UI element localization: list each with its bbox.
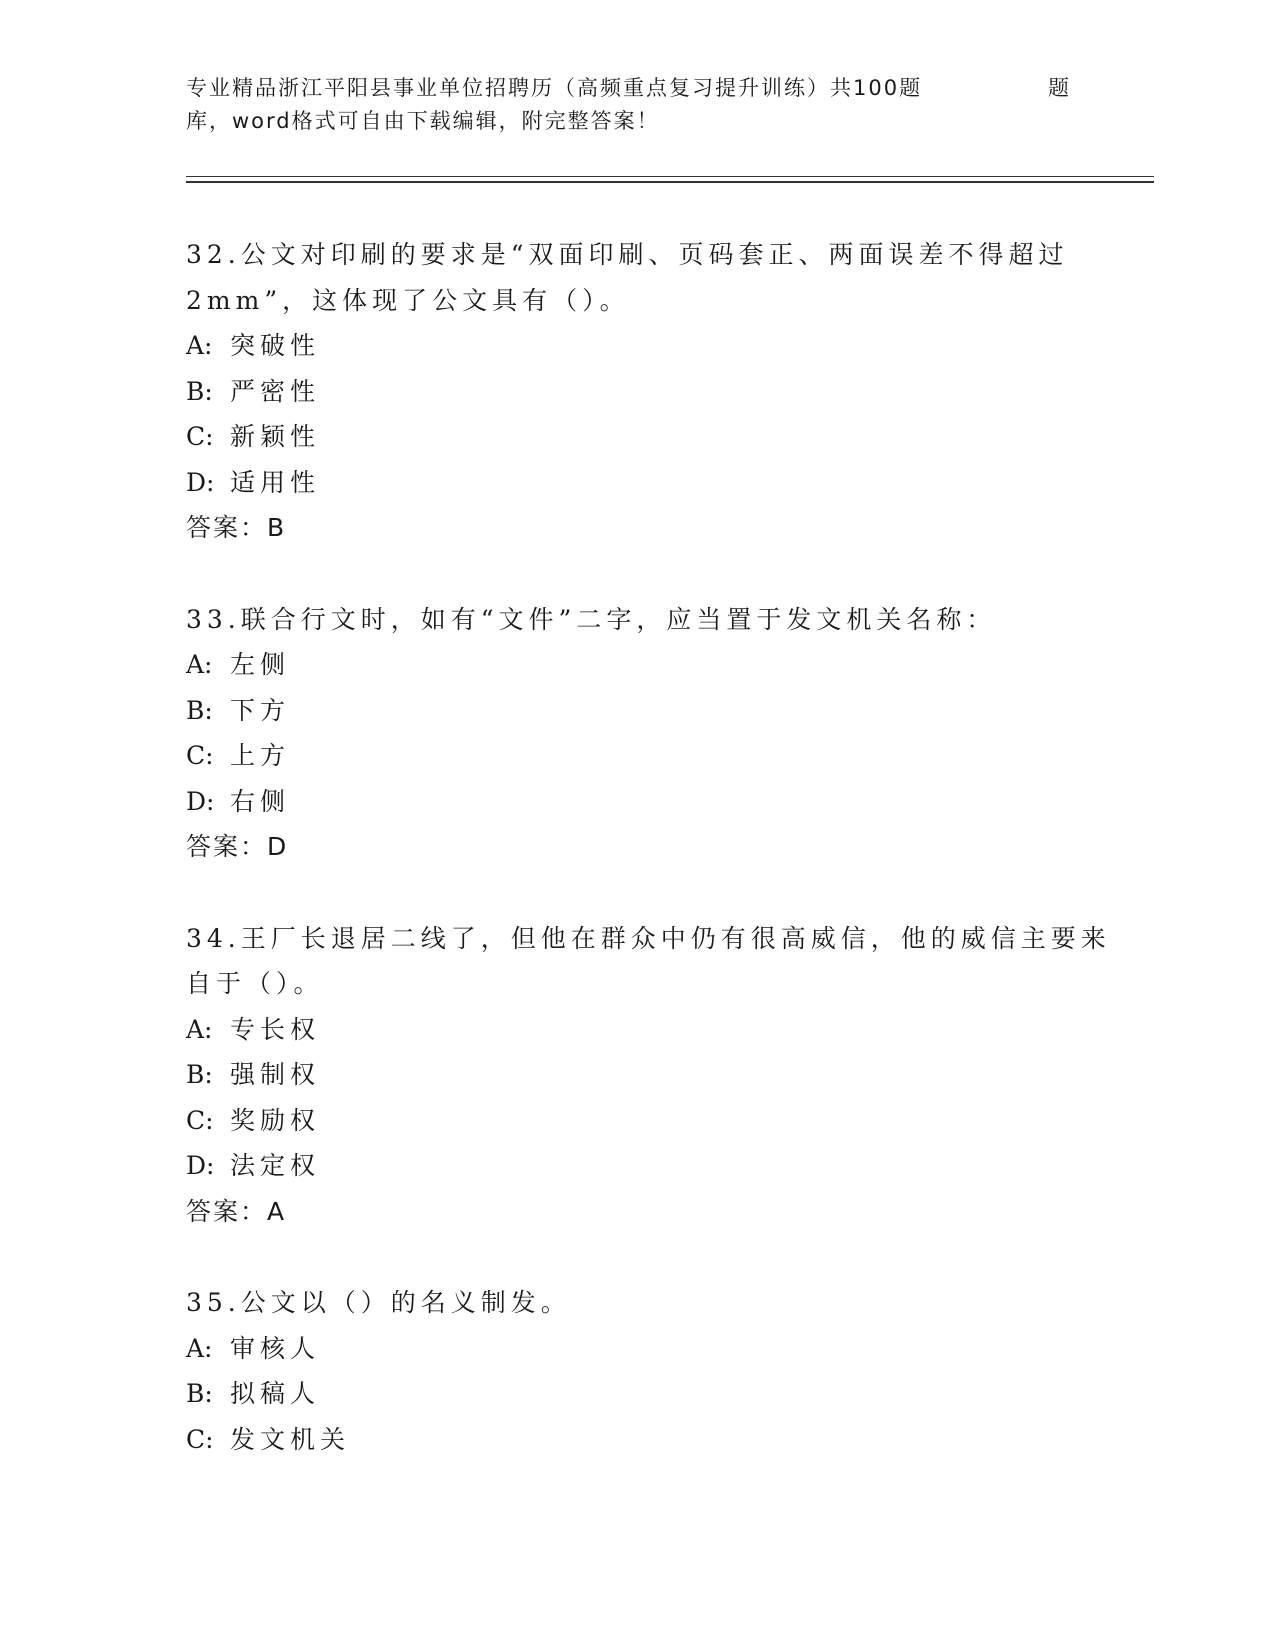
option-key: A: bbox=[186, 331, 213, 360]
option-text: 拟稿人 bbox=[230, 1379, 321, 1408]
option-text: 上方 bbox=[230, 741, 291, 770]
option-text: 突破性 bbox=[230, 331, 321, 360]
header-line-1: 专业精品浙江平阳县事业单位招聘历（高频重点复习提升训练）共100题 bbox=[186, 76, 923, 100]
option-b bbox=[186, 1371, 1086, 1417]
question-32 bbox=[186, 232, 1086, 551]
option-a bbox=[186, 1007, 1086, 1053]
option-a bbox=[186, 323, 1086, 369]
option-key: C: bbox=[186, 1424, 214, 1454]
option-text: 审核人 bbox=[230, 1333, 321, 1363]
option-text: 左侧 bbox=[230, 650, 291, 679]
question-list bbox=[186, 232, 1111, 1462]
answer-line: 答案：B bbox=[186, 513, 287, 542]
question-33 bbox=[186, 597, 1086, 870]
option-text: 发文机关 bbox=[230, 1424, 351, 1454]
option-key: B: bbox=[186, 1379, 213, 1408]
option-d bbox=[186, 460, 1086, 506]
option-b bbox=[186, 369, 1086, 415]
option-d bbox=[186, 1143, 1086, 1189]
answer-line: 答案：A bbox=[186, 1196, 287, 1226]
option-key: C: bbox=[186, 422, 214, 451]
header-right-tag: 题 bbox=[1048, 76, 1071, 100]
answer-line: 答案：D bbox=[186, 832, 289, 861]
header-divider-thick bbox=[186, 181, 1154, 183]
question-35 bbox=[186, 1280, 1086, 1462]
option-text: 专长权 bbox=[230, 1014, 321, 1044]
header-line-2: 库，word格式可自由下载编辑，附完整答案！ bbox=[186, 109, 660, 133]
option-a bbox=[186, 1326, 1086, 1372]
option-key: C: bbox=[186, 741, 214, 770]
option-key: D: bbox=[186, 467, 215, 497]
option-text: 严密性 bbox=[230, 376, 321, 406]
option-text: 奖励权 bbox=[230, 1105, 321, 1135]
option-b bbox=[186, 1052, 1086, 1098]
option-text: 强制权 bbox=[230, 1060, 321, 1089]
option-key: D: bbox=[186, 786, 215, 816]
question-text: 34.王厂长退居二线了，但他在群众中仍有很高威信，他的威信主要来 bbox=[186, 923, 1111, 953]
question-34 bbox=[186, 916, 1111, 1235]
option-key: A: bbox=[186, 650, 213, 679]
option-key: B: bbox=[186, 695, 213, 725]
option-c bbox=[186, 1417, 1086, 1463]
option-text: 新颖性 bbox=[230, 422, 321, 451]
option-key: A: bbox=[186, 1333, 213, 1363]
option-key: C: bbox=[186, 1105, 214, 1135]
option-d bbox=[186, 779, 1086, 825]
option-c bbox=[186, 1098, 1086, 1144]
option-text: 右侧 bbox=[230, 786, 291, 816]
option-text: 下方 bbox=[230, 695, 291, 725]
option-text: 适用性 bbox=[230, 467, 321, 497]
option-key: D: bbox=[186, 1151, 215, 1180]
header-divider-thin bbox=[186, 176, 1154, 177]
option-c bbox=[186, 414, 1086, 460]
option-b bbox=[186, 688, 1086, 734]
question-text: 自于（）。 bbox=[186, 969, 324, 998]
question-text: 33.联合行文时，如有“文件”二字，应当置于发文机关名称： bbox=[186, 604, 997, 634]
option-key: B: bbox=[186, 376, 213, 406]
document-header bbox=[186, 72, 1086, 138]
option-key: A: bbox=[186, 1014, 213, 1044]
option-text: 法定权 bbox=[230, 1151, 321, 1180]
question-text: 32.公文对印刷的要求是“双面印刷、页码套正、两面误差不得超过 bbox=[186, 240, 1069, 269]
question-text: 35.公文以（）的名义制发。 bbox=[186, 1288, 571, 1317]
question-text: 2mm”，这体现了公文具有（）。 bbox=[186, 285, 630, 315]
option-a bbox=[186, 642, 1086, 688]
option-c bbox=[186, 733, 1086, 779]
option-key: B: bbox=[186, 1060, 213, 1089]
